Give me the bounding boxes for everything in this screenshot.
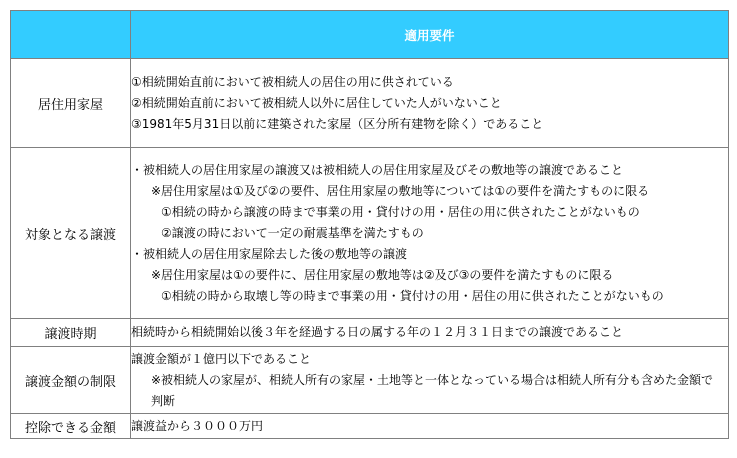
row-content-target-transfer	[131, 148, 729, 319]
row-content-residence	[131, 59, 729, 148]
requirement-subitem: ①相続の時から取壊し等の時まで事業の用・貸付けの用・居住の用に供されたことがないもの	[161, 288, 664, 303]
requirement-subitem: ①相続の時から譲渡の時まで事業の用・貸付けの用・居住の用に供されたことがないもの	[161, 204, 640, 219]
row-label-residence: 居住用家屋	[11, 59, 131, 148]
table-row	[11, 148, 729, 319]
requirement-note: ※被相続人の家屋が、相続人所有の家屋・土地等と一体となっている場合は相続人所有分も含めた金額で判断	[151, 372, 714, 408]
row-content-transfer-period	[131, 319, 729, 347]
row-label-amount-limit: 譲渡金額の制限	[11, 347, 131, 414]
table-row	[11, 59, 729, 148]
header-requirements: 適用要件	[131, 11, 729, 59]
row-content-amount-limit	[131, 347, 729, 414]
header-blank-cell	[11, 11, 131, 59]
requirements-table	[10, 10, 729, 439]
row-content-deduction	[131, 414, 729, 439]
requirement-note: ※居住用家屋は①及び②の要件、居住用家屋の敷地等については①の要件を満たすものに限る	[151, 183, 650, 198]
requirement-line: 相続時から相続開始以後３年を経過する日の属する年の１２月３１日までの譲渡であること	[131, 325, 624, 339]
requirement-line: ③1981年5月31日以前に建築された家屋（区分所有建物を除く）であること	[131, 116, 544, 131]
requirement-line: 譲渡金額が１億円以下であること	[131, 351, 312, 366]
row-label-transfer-period: 譲渡時期	[11, 319, 131, 347]
requirement-line: 譲渡益から３０００万円	[131, 418, 264, 433]
requirement-line: ・被相続人の居住用家屋の譲渡又は被相続人の居住用家屋及びその敷地等の譲渡であること	[131, 162, 624, 177]
header-row	[11, 11, 729, 59]
requirement-note: ※居住用家屋は①の要件に、居住用家屋の敷地等は②及び③の要件を満たすものに限る	[151, 267, 614, 282]
row-label-target-transfer: 対象となる譲渡	[11, 148, 131, 319]
row-label-deduction: 控除できる金額	[11, 414, 131, 439]
table-row	[11, 414, 729, 439]
requirement-subitem: ②譲渡の時において一定の耐震基準を満たすもの	[161, 225, 424, 240]
requirement-line: ・被相続人の居住用家屋除去した後の敷地等の譲渡	[131, 246, 408, 261]
table-row	[11, 347, 729, 414]
requirement-line: ①相続開始直前において被相続人の居住の用に供されている	[131, 74, 454, 89]
table-row	[11, 319, 729, 347]
requirement-line: ②相続開始直前において被相続人以外に居住していた人がいないこと	[131, 95, 502, 110]
